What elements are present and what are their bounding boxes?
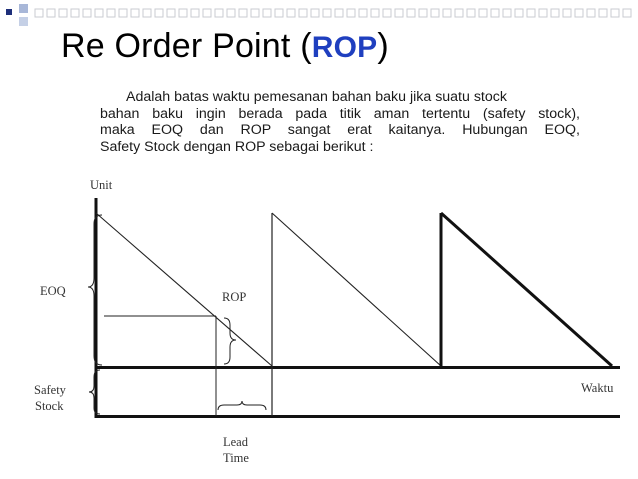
rop-label: ROP [222,290,247,304]
eoq-label: EOQ [40,284,66,298]
paragraph-line-2: bahan baku ingin berada pada titik aman tertentu (safety stock), [100,105,580,122]
paragraph-line-1: Adalah batas waktu pemesanan bahan baku jika suatu stock [126,89,507,105]
inventory-decline-2 [272,213,441,366]
lead-time-label-1: Lead [223,435,248,449]
paragraph-line-3: maka EOQ dan ROP sangat erat kaitanya. Hubungan EOQ, [100,122,580,138]
safety-stock-label-1: Safety [34,383,66,397]
y-axis-label: Unit [90,178,113,192]
lead-time-brace [218,401,266,410]
inventory-decline-3 [441,213,612,366]
title-close: ) [377,27,389,65]
title-highlight: ROP [311,31,378,64]
title-text: Re Order Point ( [61,27,312,65]
x-axis-label: Waktu [581,381,614,395]
rop-brace [224,318,236,364]
paragraph-line-4: Safety Stock dengan ROP sebagai berikut : [100,138,374,155]
lead-time-label-2: Time [223,451,249,465]
safety-stock-label-2: Stock [35,399,64,413]
